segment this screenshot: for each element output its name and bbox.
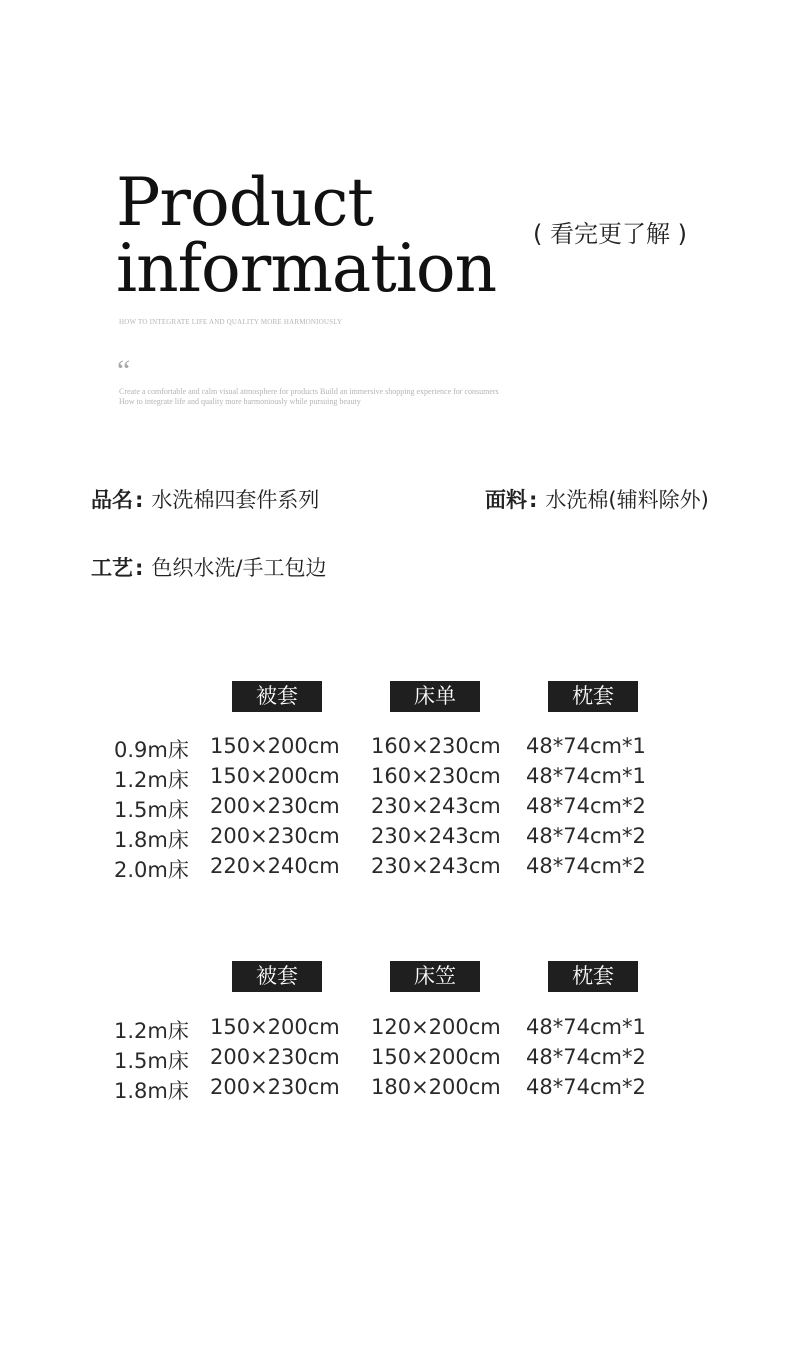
duvet-size-cell: 150×200cm bbox=[210, 1015, 340, 1039]
pillowcase-size-cell: 48*74cm*2 bbox=[526, 854, 646, 878]
info-fabric bbox=[485, 484, 709, 514]
duvet-size-cell: 200×230cm bbox=[210, 1075, 340, 1099]
bed-size-cell: 1.8m床 bbox=[114, 1079, 189, 1103]
bed-size-cell: 1.2m床 bbox=[114, 1019, 189, 1043]
bed-size-cell: 1.5m床 bbox=[114, 1049, 189, 1073]
fabric-label: 面料 bbox=[485, 488, 527, 512]
size-table-2 bbox=[0, 961, 790, 1111]
size-table-1 bbox=[0, 681, 790, 881]
product-name-value: 水洗棉四套件系列 bbox=[151, 488, 320, 512]
fabric-colon: : bbox=[529, 488, 538, 512]
quote-mark-icon: “ bbox=[117, 354, 131, 387]
table-row bbox=[0, 824, 790, 854]
fitted-sheet-size-cell: 120×200cm bbox=[371, 1015, 501, 1039]
sheet-size-cell: 230×243cm bbox=[371, 824, 501, 848]
table1-header-bed-sheet: 床单 bbox=[390, 681, 480, 712]
pillowcase-size-cell: 48*74cm*2 bbox=[526, 1075, 646, 1099]
pillowcase-size-cell: 48*74cm*2 bbox=[526, 1045, 646, 1069]
heading-subtitle: HOW TO INTEGRATE LIFE AND QUALITY MORE HARMONIOUSLY bbox=[119, 318, 343, 326]
table2-header-pillowcase: 枕套 bbox=[548, 961, 638, 992]
fitted-sheet-size-cell: 150×200cm bbox=[371, 1045, 501, 1069]
craft-value: 色织水洗/手工包边 bbox=[151, 556, 327, 580]
bed-size-cell: 1.2m床 bbox=[114, 768, 189, 792]
sheet-size-cell: 160×230cm bbox=[371, 734, 501, 758]
heading-description: Create a comfortable and calm visual atmosphere for products Build an immersive shopping experience for consumers How to integrate life and quality more harmoniously while pursuing beauty bbox=[119, 387, 499, 406]
pillowcase-size-cell: 48*74cm*1 bbox=[526, 734, 646, 758]
duvet-size-cell: 220×240cm bbox=[210, 854, 340, 878]
craft-label: 工艺 bbox=[91, 556, 133, 580]
table2-header-fitted-sheet: 床笠 bbox=[390, 961, 480, 992]
duvet-size-cell: 150×200cm bbox=[210, 764, 340, 788]
table-row bbox=[0, 854, 790, 884]
table1-header-duvet-cover: 被套 bbox=[232, 681, 322, 712]
table2-header-duvet-cover: 被套 bbox=[232, 961, 322, 992]
info-craft bbox=[91, 552, 326, 582]
bed-size-cell: 0.9m床 bbox=[114, 738, 189, 762]
table-row bbox=[0, 1075, 790, 1105]
duvet-size-cell: 200×230cm bbox=[210, 1045, 340, 1069]
product-name-label: 品名 bbox=[91, 488, 133, 512]
sheet-size-cell: 230×243cm bbox=[371, 794, 501, 818]
pillowcase-size-cell: 48*74cm*1 bbox=[526, 764, 646, 788]
bed-size-cell: 1.5m床 bbox=[114, 798, 189, 822]
pillowcase-size-cell: 48*74cm*1 bbox=[526, 1015, 646, 1039]
read-more-note: ( 看完更了解 ) bbox=[533, 220, 687, 248]
fabric-value: 水洗棉(辅料除外) bbox=[545, 488, 709, 512]
sheet-size-cell: 160×230cm bbox=[371, 764, 501, 788]
pillowcase-size-cell: 48*74cm*2 bbox=[526, 824, 646, 848]
heading-information: information bbox=[116, 230, 497, 307]
table-row bbox=[0, 764, 790, 794]
table-row bbox=[0, 1045, 790, 1075]
pillowcase-size-cell: 48*74cm*2 bbox=[526, 794, 646, 818]
duvet-size-cell: 200×230cm bbox=[210, 824, 340, 848]
duvet-size-cell: 150×200cm bbox=[210, 734, 340, 758]
table-row bbox=[0, 734, 790, 764]
product-name-colon: : bbox=[135, 488, 144, 512]
heading-product: Product bbox=[116, 164, 373, 241]
table1-header-pillowcase: 枕套 bbox=[548, 681, 638, 712]
bed-size-cell: 1.8m床 bbox=[114, 828, 189, 852]
fitted-sheet-size-cell: 180×200cm bbox=[371, 1075, 501, 1099]
info-product-name bbox=[91, 484, 319, 514]
table-row bbox=[0, 1015, 790, 1045]
craft-colon: : bbox=[135, 556, 144, 580]
table-row bbox=[0, 794, 790, 824]
sheet-size-cell: 230×243cm bbox=[371, 854, 501, 878]
bed-size-cell: 2.0m床 bbox=[114, 858, 189, 882]
duvet-size-cell: 200×230cm bbox=[210, 794, 340, 818]
